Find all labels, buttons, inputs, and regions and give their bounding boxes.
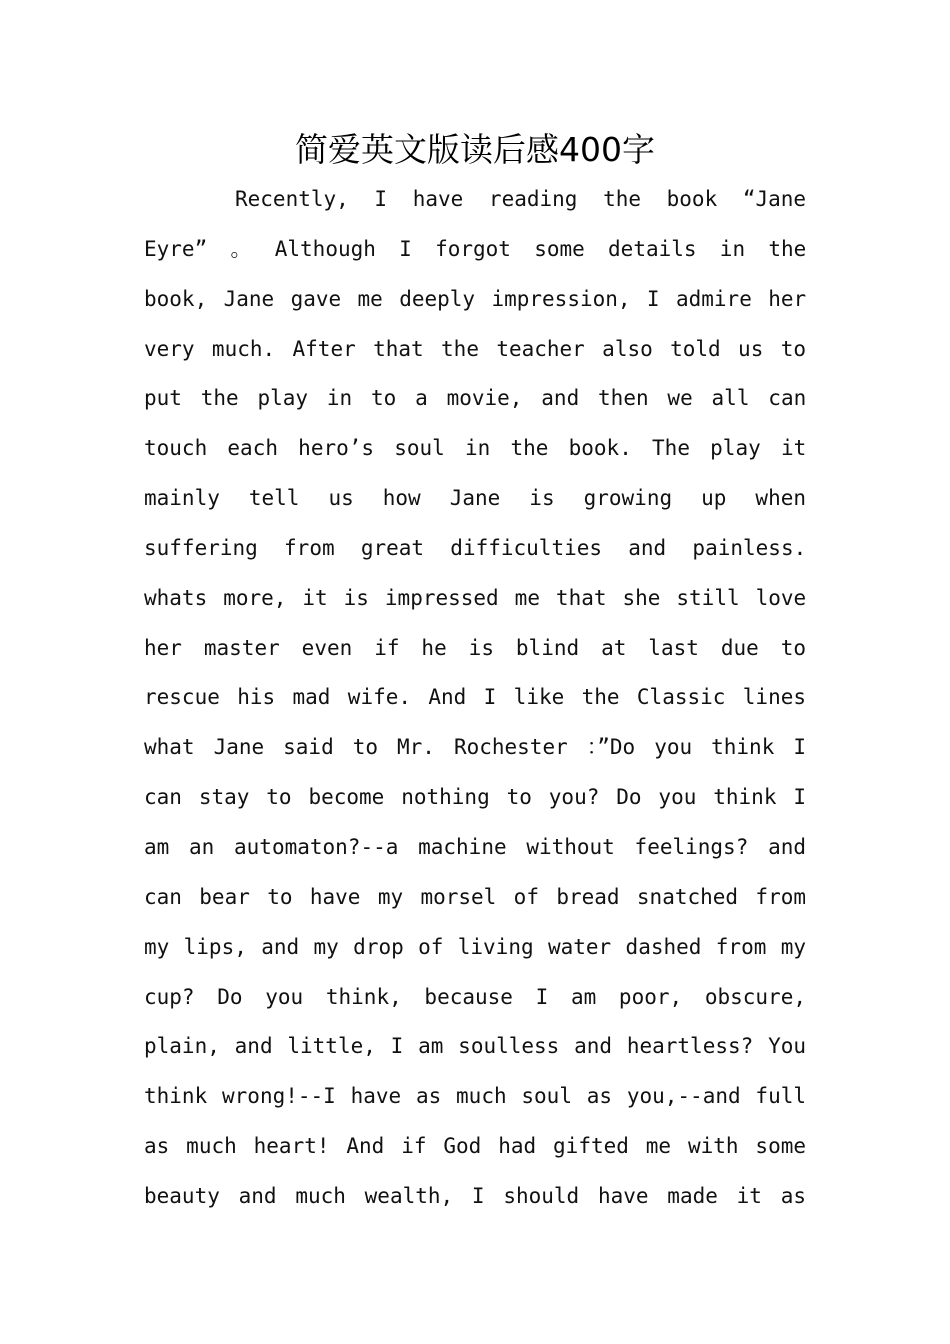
text-line: cup? Do you think, because I am poor, obscure, [144,984,806,1009]
text-line: book, Jane gave me deeply impression, I admire her [144,286,807,311]
text-line: can bear to have my morsel of bread snatched from [144,884,806,909]
text-line: am an automaton?--a machine without feelings? and [144,834,806,859]
text-line: her master even if he is blind at last due to [144,635,806,660]
text-line: very much. After that the teacher also told us to [144,336,806,361]
text-line: suffering from great difficulties and painless. [144,535,807,560]
text-line: Recently, I have reading the book “Jane [235,187,807,211]
text-line: Eyre” 。 Although I forgot some details in the [144,236,807,261]
text-line: whats more, it is impressed me that she still love [144,585,807,610]
text-line: can stay to become nothing to you? Do you think I [144,785,806,810]
text-line: plain, and little, I am soulless and heartless? You [144,1034,806,1059]
text-line: what Jane said to Mr. Rochester ：”Do you think I [144,735,806,760]
body-paragraph [144,175,806,1222]
text-line: beauty and much wealth, I should have made it as [144,1183,806,1208]
text-line: think wrong!--I have as much soul as you,--and full [144,1084,806,1109]
document-title: 简爱英文版读后感400字 [295,130,655,169]
text-line: rescue his mad wife. And I like the Classic lines [144,685,806,710]
text-line: touch each hero’s soul in the book. The play it [144,436,807,461]
text-line: put the play in to a movie, and then we all can [144,386,807,411]
text-line: mainly tell us how Jane is growing up when [144,486,807,511]
text-line: my lips, and my drop of living water dashed from my [144,934,806,959]
text-line: as much heart! And if God had gifted me with some [144,1134,806,1159]
